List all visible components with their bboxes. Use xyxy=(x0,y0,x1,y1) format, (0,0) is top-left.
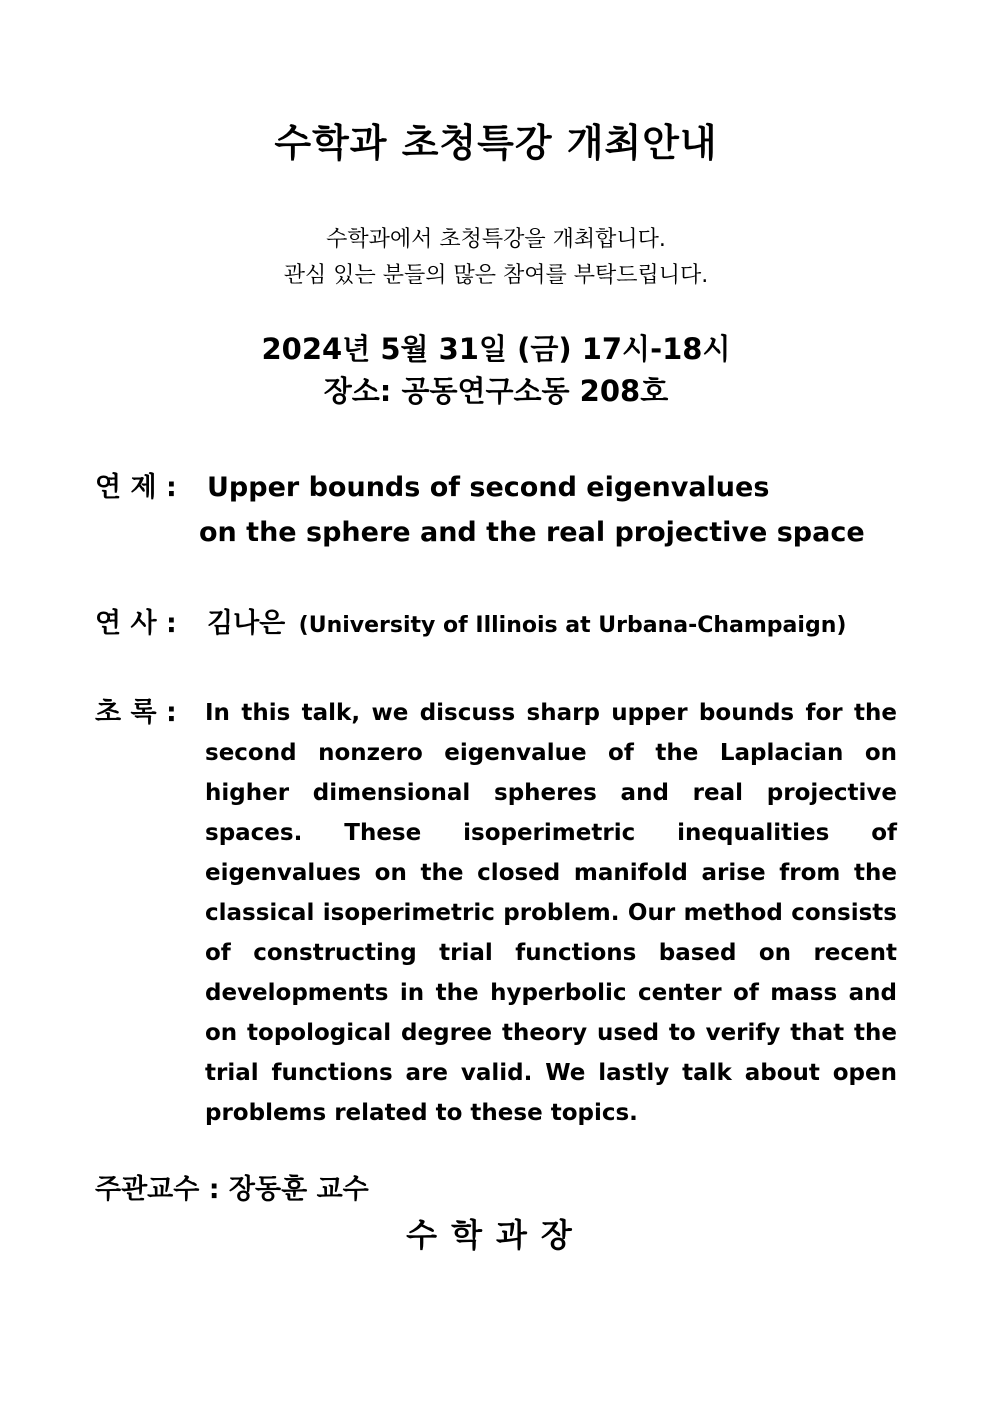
intro-line-1: 수학과에서 초청특강을 개최합니다. xyxy=(326,227,666,252)
abstract-text: In this talk, we discuss sharp upper bounds for the second nonzero eigenvalue of the Laplacian on higher dimensional spheres and real projective spaces. These isoperimetric inequalities of eigenvalues on the closed manifold arise from the classical isoperimetric problem. Our method consists of constructing trial functions based on recent developments in the hyperbolic center of mass and on topological degree theory used to verify that the trial functions are valid. We lastly talk about open problems related to these topics. xyxy=(205,700,897,1126)
event-datetime: 2024년 5월 31일 (금) 17시-18시 xyxy=(261,332,731,366)
event-info xyxy=(0,328,992,412)
speaker-name: 김나은 xyxy=(207,608,286,639)
speaker-affiliation: (University of Illinois at Urbana-Champaign) xyxy=(298,613,847,638)
topic-title xyxy=(199,465,865,555)
event-location: 장소: 공동연구소동 208호 xyxy=(323,374,669,408)
intro-line-2: 관심 있는 분들의 많은 참여를 부탁드립니다. xyxy=(283,263,709,288)
topic-label: 연 제 : xyxy=(95,472,177,503)
host-professor: 주관교수 : 장동훈 교수 xyxy=(95,1174,369,1205)
speaker-label: 연 사 : xyxy=(95,608,177,639)
topic-line-1: Upper bounds of second eigenvalues xyxy=(207,472,770,503)
intro-text xyxy=(0,222,992,294)
speaker-info xyxy=(207,604,846,646)
abstract-label: 초 록 : xyxy=(95,697,177,728)
department-signature: 수학과장 xyxy=(406,1216,586,1254)
page-title: 수학과 초청특강 개최안내 xyxy=(274,121,718,165)
topic-line-2: on the sphere and the real projective space xyxy=(199,517,865,548)
